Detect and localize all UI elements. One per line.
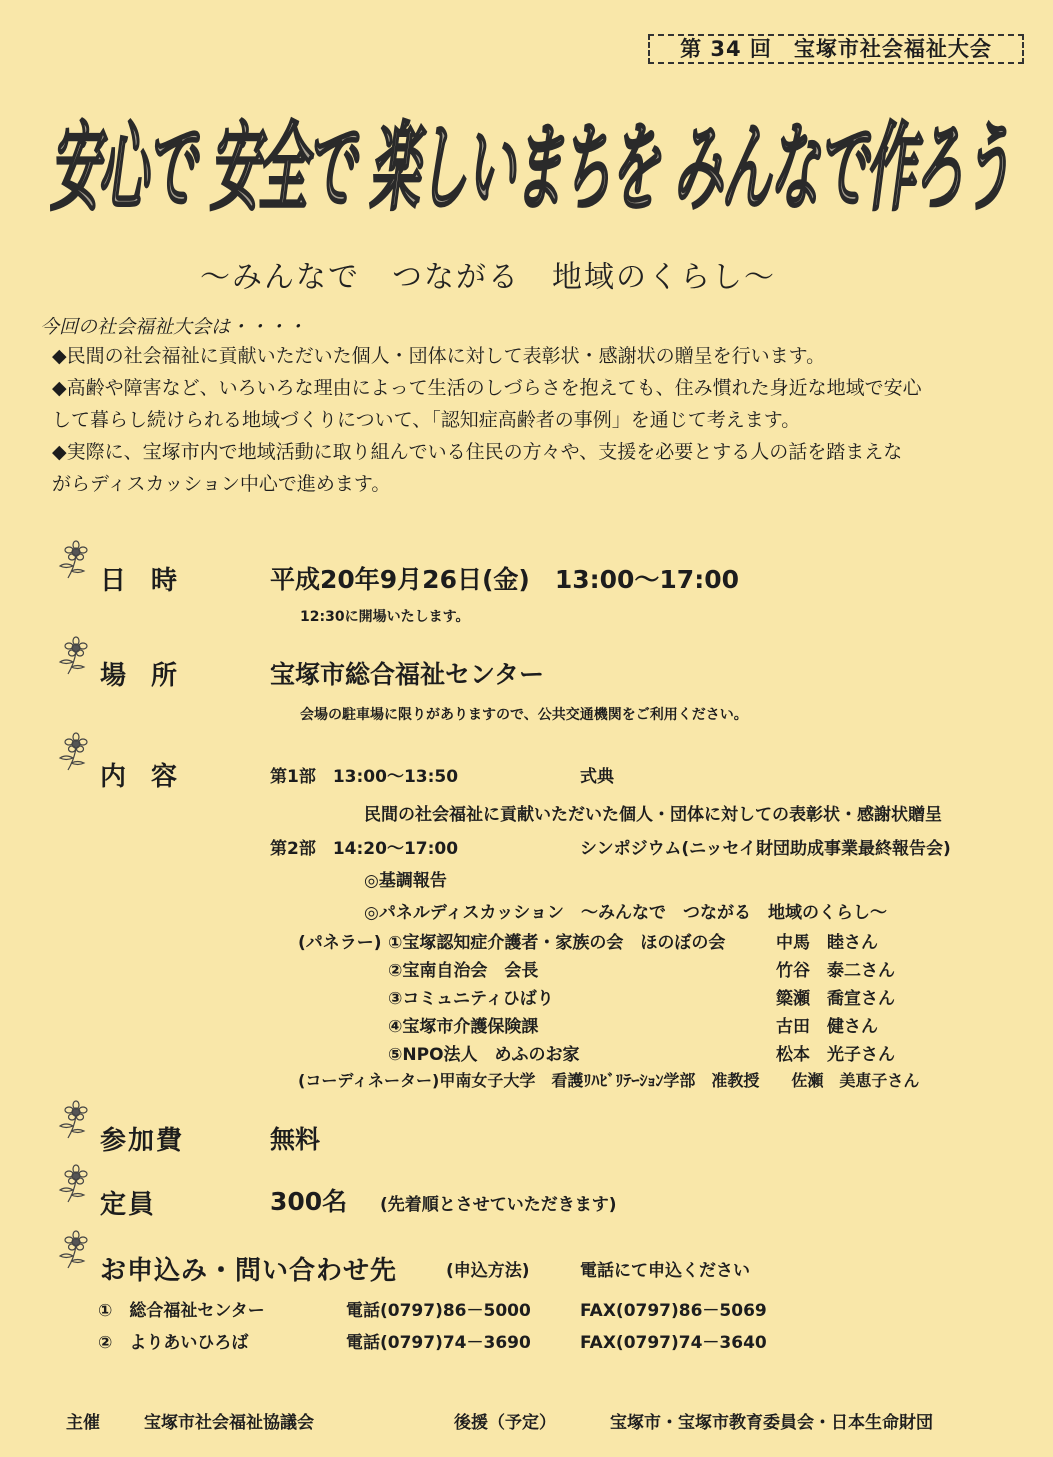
panelist-name: 古田 健さん bbox=[776, 1017, 878, 1037]
datetime-note: 12:30に開場いたします。 bbox=[300, 609, 470, 625]
flower-icon bbox=[54, 1230, 98, 1270]
capacity-value: 300名 bbox=[270, 1187, 348, 1216]
coordinator: (コーディネーター)甲南女子大学 看護ﾘﾊﾋﾞﾘﾃｰｼｮﾝ学部 准教授 佐瀬 美恵子さん bbox=[298, 1071, 920, 1090]
part1-desc: 民間の社会福祉に貢献いただいた個人・団体に対しての表彰状・感謝状贈呈 bbox=[364, 805, 942, 825]
capacity-note: (先着順とさせていただきます) bbox=[380, 1195, 617, 1215]
intro-bullet: ◆民間の社会福祉に貢献いただいた個人・団体に対して表彰状・感謝状の贈呈を行います。 bbox=[52, 345, 826, 367]
contact-name: ① 総合福祉センター bbox=[98, 1301, 265, 1321]
intro-bullet: ◆実際に、宝塚市内で地域活動に取り組んでいる住民の方々や、支援を必要とする人の話を踏まえな bbox=[52, 441, 903, 463]
panelist-name: 簗瀬 喬宣さん bbox=[776, 989, 895, 1009]
intro-bullet: して暮らし続けられる地域づくりについて、「認知症高齢者の事例」を通じて考えます。 bbox=[52, 409, 801, 431]
flower-icon bbox=[54, 636, 98, 676]
panelist-org: ⑤NPO法人 めふのお家 bbox=[388, 1045, 580, 1065]
panelists-label: (パネラー) bbox=[298, 933, 382, 953]
contact-label: お申込み・問い合わせ先 bbox=[100, 1256, 398, 1286]
subtitle: ～みんなで つながる 地域のくらし～ bbox=[200, 260, 776, 295]
panelist-org: ③コミュニティひばり bbox=[388, 989, 554, 1009]
part1-title: 式典 bbox=[580, 767, 614, 787]
place-label: 場 所 bbox=[100, 661, 186, 691]
contact-method: 電話にて申込ください bbox=[580, 1261, 750, 1281]
fee-label: 参加費 bbox=[100, 1126, 185, 1156]
panelist-name: 松本 光子さん bbox=[776, 1045, 895, 1065]
host-label: 主催 bbox=[66, 1413, 100, 1433]
place-note: 会場の駐車場に限りがありますので、公共交通機関をご利用ください。 bbox=[300, 707, 748, 723]
panelist-name: 竹谷 泰二さん bbox=[776, 961, 895, 981]
keynote: ◎基調報告 bbox=[364, 871, 447, 891]
contact-name: ② よりあいひろば bbox=[98, 1333, 249, 1353]
contact-fax: FAX(0797)74－3640 bbox=[580, 1333, 767, 1353]
intro-bullet: ◆高齢や障害など、いろいろな理由によって生活のしづらさを抱えても、住み慣れた身近な地域で安心 bbox=[52, 377, 922, 399]
main-title-text: 安心で 安全で 楽しいまちを みんなで作ろう bbox=[50, 112, 1011, 224]
part1-time: 第1部 13:00～13:50 bbox=[270, 767, 459, 787]
panelist-org: ①宝塚認知症介護者・家族の会 ほのぼの会 bbox=[388, 933, 726, 953]
contact-tel: 電話(0797)86－5000 bbox=[346, 1301, 531, 1321]
content-label: 内 容 bbox=[100, 762, 186, 792]
panelist-name: 中馬 睦さん bbox=[776, 933, 878, 953]
support: 宝塚市・宝塚市教育委員会・日本生命財団 bbox=[610, 1413, 933, 1433]
flower-icon bbox=[54, 732, 98, 772]
part2-title: シンポジウム(ニッセイ財団助成事業最終報告会) bbox=[580, 839, 951, 859]
capacity-label: 定員 bbox=[100, 1190, 157, 1220]
datetime-value: 平成20年9月26日(金) 13:00～17:00 bbox=[270, 565, 739, 594]
flower-icon bbox=[54, 540, 98, 580]
panel-title: ◎パネルディスカッション ～みんなで つながる 地域のくらし～ bbox=[364, 903, 887, 923]
contact-tel: 電話(0797)74－3690 bbox=[346, 1333, 531, 1353]
intro-lead: 今回の社会福祉大会は・・・・ bbox=[40, 316, 307, 338]
host: 宝塚市社会福祉協議会 bbox=[144, 1413, 314, 1433]
part2-time: 第2部 14:20～17:00 bbox=[270, 839, 459, 859]
main-title bbox=[40, 86, 1020, 246]
flower-icon bbox=[54, 1164, 98, 1204]
datetime-label: 日 時 bbox=[100, 566, 186, 596]
support-label: 後援（予定） bbox=[454, 1413, 556, 1433]
fee-value: 無料 bbox=[270, 1125, 321, 1154]
flower-icon bbox=[54, 1100, 98, 1140]
intro-bullet: がらディスカッション中心で進めます。 bbox=[52, 473, 391, 495]
panelist-org: ④宝塚市介護保険課 bbox=[388, 1017, 539, 1037]
contact-fax: FAX(0797)86－5069 bbox=[580, 1301, 767, 1321]
place-value: 宝塚市総合福祉センター bbox=[270, 660, 545, 689]
contact-method-label: (申込方法) bbox=[446, 1261, 530, 1281]
panelist-org: ②宝南自治会 会長 bbox=[388, 961, 539, 981]
event-badge: 第 34 回 宝塚市社会福祉大会 bbox=[648, 34, 1024, 64]
